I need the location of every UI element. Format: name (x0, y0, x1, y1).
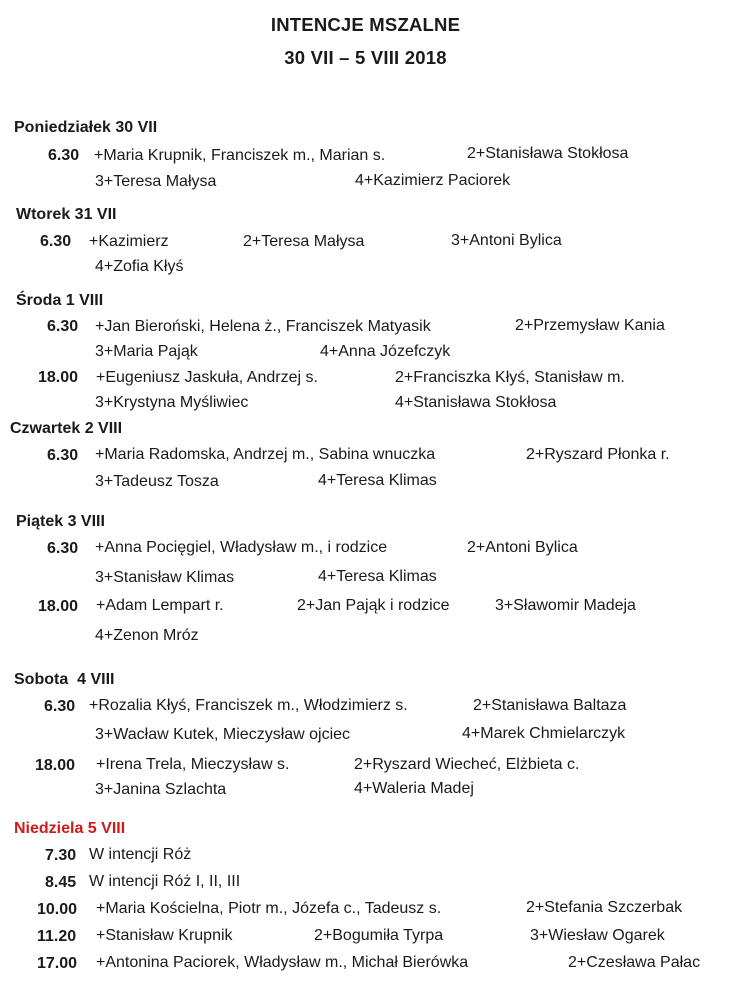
day-heading-tuesday: Wtorek 31 VII (16, 206, 117, 223)
intention: 3+Krystyna Myśliwiec (95, 394, 249, 411)
mass-time: 6.30 (48, 147, 80, 164)
intention: 4+Marek Chmielarczyk (462, 725, 626, 742)
intention: W intencji Róż (89, 846, 192, 863)
mass-time: 6.30 (40, 233, 72, 250)
intention: +Jan Bieroński, Helena ż., Franciszek Matyasik (95, 318, 431, 335)
intention: 4+Zenon Mróz (95, 627, 199, 644)
date-range: 30 VII – 5 VIII 2018 (284, 47, 447, 68)
page-title: INTENCJE MSZALNE (270, 14, 461, 35)
intention: 3+Maria Pająk (95, 343, 198, 360)
intention: +Maria Radomska, Andrzej m., Sabina wnuczka (95, 446, 436, 463)
mass-time: 17.00 (37, 955, 78, 972)
mass-time: 6.30 (44, 698, 76, 715)
day-heading-sunday: Niedziela 5 VIII (14, 820, 126, 837)
intention: 3+Tadeusz Tosza (95, 473, 219, 490)
intention: 2+Jan Pająk i rodzice (297, 597, 450, 614)
intention: +Stanisław Krupnik (96, 927, 233, 944)
intention: 3+Janina Szlachta (95, 781, 227, 798)
intention: 4+Teresa Klimas (318, 568, 437, 585)
mass-time: 6.30 (47, 447, 79, 464)
intention: +Kazimierz (89, 233, 169, 250)
day-heading-friday: Piątek 3 VIII (16, 513, 105, 530)
intention: 4+Kazimierz Paciorek (355, 172, 511, 189)
intention: 4+Zofia Kłyś (95, 258, 184, 275)
mass-time: 18.00 (35, 757, 76, 774)
intention: +Maria Kościelna, Piotr m., Józefa c., Tadeusz s. (96, 900, 442, 917)
intention: 3+Antoni Bylica (451, 232, 562, 249)
intention: +Maria Krupnik, Franciszek m., Marian s. (94, 147, 386, 164)
intention: +Adam Lempart r. (96, 597, 224, 614)
intention: 2+Franciszka Kłyś, Stanisław m. (395, 369, 625, 386)
intention: 2+Stefania Szczerbak (526, 899, 683, 916)
intention: +Rozalia Kłyś, Franciszek m., Włodzimierz s. (89, 697, 408, 714)
intention: +Antonina Paciorek, Władysław m., Michał Bierówka (96, 954, 469, 971)
intention: 2+Teresa Małysa (243, 233, 365, 250)
intention: 2+Antoni Bylica (467, 539, 578, 556)
intention: +Eugeniusz Jaskuła, Andrzej s. (96, 369, 318, 386)
mass-time: 6.30 (47, 540, 79, 557)
day-heading-saturday: Sobota 4 VIII (14, 671, 115, 688)
day-heading-wednesday: Środa 1 VIII (16, 292, 104, 309)
intention: 2+Stanisława Baltaza (473, 697, 627, 714)
intention: 2+Czesława Pałac (568, 954, 701, 971)
intention: 3+Wiesław Ogarek (530, 927, 665, 944)
intention: 2+Ryszard Płonka r. (526, 446, 670, 463)
intention: 2+Przemysław Kania (515, 317, 665, 334)
mass-time: 18.00 (38, 369, 79, 386)
day-heading-thursday: Czwartek 2 VIII (10, 420, 123, 437)
mass-time: 7.30 (45, 847, 77, 864)
intention: 3+Stanisław Klimas (95, 569, 235, 586)
intention: 4+Anna Józefczyk (320, 343, 451, 360)
intention: +Anna Pocięgiel, Władysław m., i rodzice (95, 539, 388, 556)
mass-time: 18.00 (38, 598, 79, 615)
intention: 2+Bogumiła Tyrpa (314, 927, 444, 944)
intention: 3+Sławomir Madeja (495, 597, 636, 614)
intention: 2+Stanisława Stokłosa (467, 145, 629, 162)
intention: 3+Teresa Małysa (95, 173, 217, 190)
intention: 2+Ryszard Wiecheć, Elżbieta c. (354, 756, 580, 773)
mass-time: 11.20 (37, 928, 77, 945)
mass-time: 8.45 (45, 874, 77, 891)
intention: 4+Waleria Madej (354, 780, 474, 797)
day-heading-monday: Poniedziałek 30 VII (14, 119, 158, 136)
mass-time: 10.00 (37, 901, 78, 918)
intention: W intencji Róż I, II, III (89, 873, 241, 890)
mass-time: 6.30 (47, 318, 79, 335)
intention: 4+Teresa Klimas (318, 472, 437, 489)
intention: 4+Stanisława Stokłosa (395, 394, 557, 411)
intention: 3+Wacław Kutek, Mieczysław ojciec (95, 726, 351, 743)
intention: +Irena Trela, Mieczysław s. (96, 756, 290, 773)
